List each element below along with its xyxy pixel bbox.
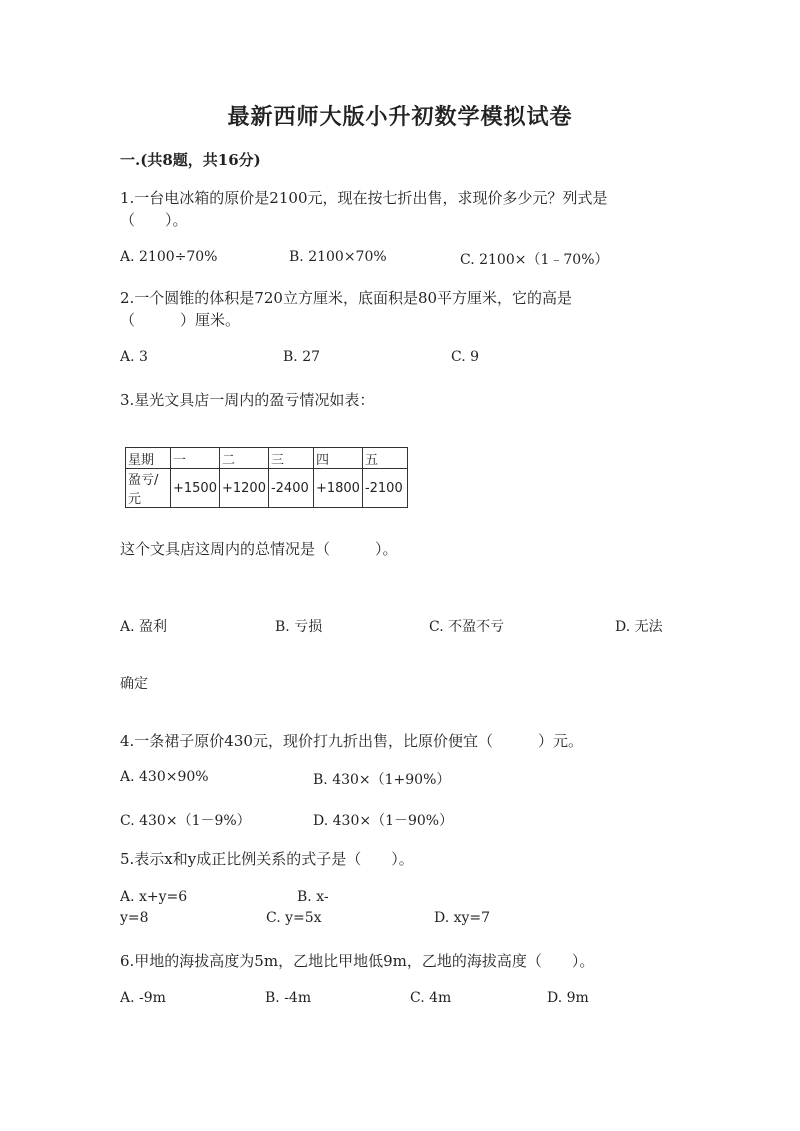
question-6-option-a: A. -9m bbox=[120, 990, 166, 1006]
table-cell: -2400 bbox=[268, 469, 313, 508]
question-3-text: 3.星光文具店一周内的盈亏情况如表： bbox=[120, 391, 375, 409]
question-2-option-c: C. 9 bbox=[451, 349, 480, 365]
question-2-option-b: B. 27 bbox=[283, 349, 321, 365]
question-3-option-d-continued: 确定 bbox=[120, 676, 148, 692]
question-6-option-c: C. 4m bbox=[410, 990, 452, 1006]
question-5-option-d: D. xy=7 bbox=[434, 910, 491, 926]
table-cell: 盈亏/元 bbox=[126, 469, 171, 508]
question-1-option-c: C. 2100×（1﹣70%） bbox=[460, 252, 609, 268]
question-5-text: 5.表示x和y成正比例关系的式子是（ ）。 bbox=[120, 850, 414, 868]
question-6-text: 6.甲地的海拔高度为5m，乙地比甲地低9m，乙地的海拔高度（ ）。 bbox=[120, 952, 595, 970]
section-heading: 一.(共8题，共16分) bbox=[120, 151, 261, 169]
question-3-option-d: D. 无法 bbox=[615, 619, 663, 635]
table-header-row bbox=[126, 448, 408, 469]
question-5-option-c: C. y=5x bbox=[266, 910, 322, 926]
question-4-option-c: C. 430×（1－9%） bbox=[120, 813, 251, 829]
table-cell: 一 bbox=[171, 448, 220, 469]
table-row bbox=[126, 469, 408, 508]
table-cell: 三 bbox=[268, 448, 313, 469]
page-title: 最新西师大版小升初数学模拟试卷 bbox=[227, 104, 573, 130]
question-5-option-b: B. x- bbox=[297, 889, 329, 905]
profit-loss-table bbox=[125, 447, 408, 508]
question-1-blank: （ ）。 bbox=[120, 211, 188, 229]
table-cell: +1500 bbox=[171, 469, 220, 508]
table-cell: -2100 bbox=[362, 469, 407, 508]
question-1-option-b: B. 2100×70% bbox=[289, 249, 387, 265]
question-4-option-b: B. 430×（1+90%） bbox=[313, 772, 451, 788]
table-cell: +1800 bbox=[313, 469, 362, 508]
question-4-option-a: A. 430×90% bbox=[120, 769, 209, 785]
question-3-option-a: A. 盈利 bbox=[120, 619, 168, 635]
question-2-text: 2.一个圆锥的体积是720立方厘米，底面积是80平方厘米，它的高是 bbox=[120, 289, 573, 307]
table-cell: 四 bbox=[313, 448, 362, 469]
table-cell: +1200 bbox=[219, 469, 268, 508]
table-cell: 星期 bbox=[126, 448, 171, 469]
question-6-option-b: B. -4m bbox=[265, 990, 312, 1006]
question-6-option-d: D. 9m bbox=[547, 990, 589, 1006]
question-3-option-c: C. 不盈不亏 bbox=[429, 619, 505, 635]
table-cell: 五 bbox=[362, 448, 407, 469]
question-3-blank: 这个文具店这周内的总情况是（ ）。 bbox=[120, 540, 398, 558]
question-4-text: 4.一条裙子原价430元，现价打九折出售，比原价便宜（ ）元。 bbox=[120, 732, 583, 750]
question-2-blank: （ ）厘米。 bbox=[120, 311, 241, 329]
table-cell: 二 bbox=[219, 448, 268, 469]
question-1-option-a: A. 2100÷70% bbox=[120, 249, 218, 265]
question-4-option-d: D. 430×（1－90%） bbox=[313, 813, 454, 829]
question-5-option-a: A. x+y=6 bbox=[120, 889, 188, 905]
question-1-text: 1.一台电冰箱的原价是2100元，现在按七折出售，求现价多少元？列式是 bbox=[120, 189, 608, 207]
question-5-option-b-continued: y=8 bbox=[120, 910, 149, 926]
question-2-option-a: A. 3 bbox=[120, 349, 148, 365]
question-3-option-b: B. 亏损 bbox=[275, 619, 323, 635]
